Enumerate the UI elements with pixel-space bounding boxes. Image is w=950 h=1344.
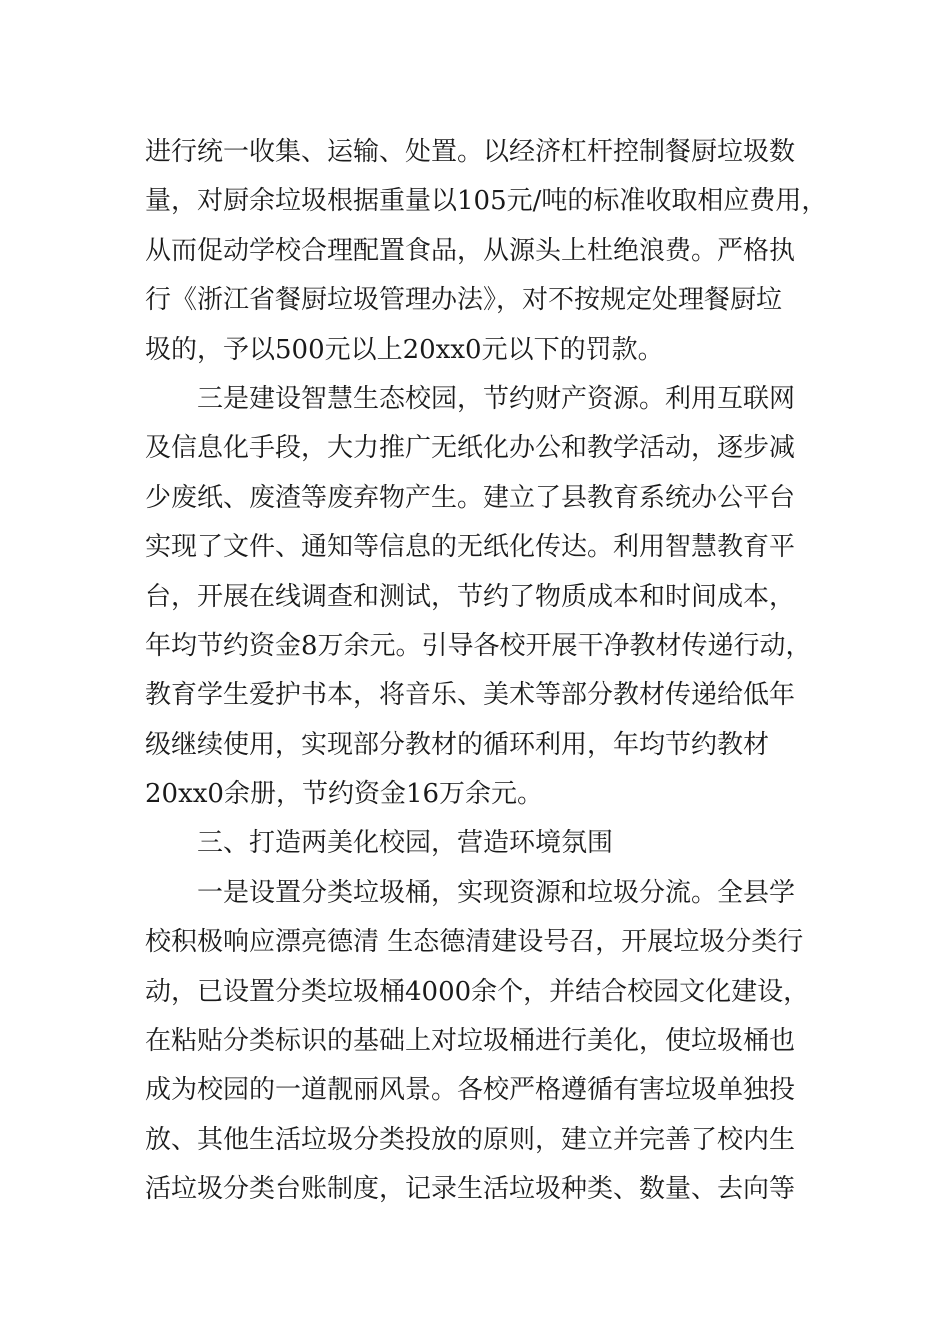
text-line: 校积极响应漂亮德清 生态德清建设号召，开展垃圾分类行	[145, 927, 804, 958]
text-line: 年均节约资金8万余元。引导各校开展干净教材传递行动，	[145, 630, 812, 661]
text-line: 量，对厨余垃圾根据重量以105元/吨的标准收取相应费用，	[145, 186, 828, 217]
text-line: 活垃圾分类台账制度，记录生活垃圾种类、数量、去向等	[145, 1174, 796, 1205]
text-line: 动，已设置分类垃圾桶4000余个，并结合校园文化建设，	[145, 976, 810, 1007]
text-line: 成为校园的一道靓丽风景。各校严格遵循有害垃圾单独投	[145, 1075, 796, 1106]
paragraph-start-line: 三是建设智慧生态校园，节约财产资源。利用互联网	[197, 383, 796, 414]
text-line: 少废纸、废渣等废弃物产生。建立了县教育系统办公平台	[145, 482, 796, 513]
text-line: 教育学生爱护书本，将音乐、美术等部分教材传递给低年	[145, 680, 796, 711]
text-line: 台，开展在线调查和测试，节约了物质成本和时间成本，	[145, 581, 796, 612]
paragraph-start-line: 一是设置分类垃圾桶，实现资源和垃圾分流。全县学	[197, 877, 796, 908]
text-line: 行《浙江省餐厨垃圾管理办法》，对不按规定处理餐厨垃	[145, 285, 783, 316]
text-line: 20xx0余册，节约资金16万余元。	[145, 779, 544, 810]
text-line: 实现了文件、通知等信息的无纸化传达。利用智慧教育平	[145, 532, 796, 563]
text-line: 在粘贴分类标识的基础上对垃圾桶进行美化，使垃圾桶也	[145, 1026, 796, 1057]
text-line: 进行统一收集、运输、处置。以经济杠杆控制餐厨垃圾数	[145, 137, 796, 167]
text-line: 圾的，予以500元以上20xx0元以下的罚款。	[145, 334, 664, 365]
text-line: 级继续使用，实现部分教材的循环利用，年均节约教材	[145, 729, 770, 760]
section-heading: 三、打造两美化校园，营造环境氛围	[197, 828, 614, 859]
text-line: 放、其他生活垃圾分类投放的原则，建立并完善了校内生	[145, 1124, 796, 1155]
text-line: 及信息化手段，大力推广无纸化办公和教学活动，逐步减	[145, 433, 796, 464]
text-line: 从而促动学校合理配置食品，从源头上杜绝浪费。严格执	[145, 235, 796, 266]
document-body	[145, 128, 828, 1215]
